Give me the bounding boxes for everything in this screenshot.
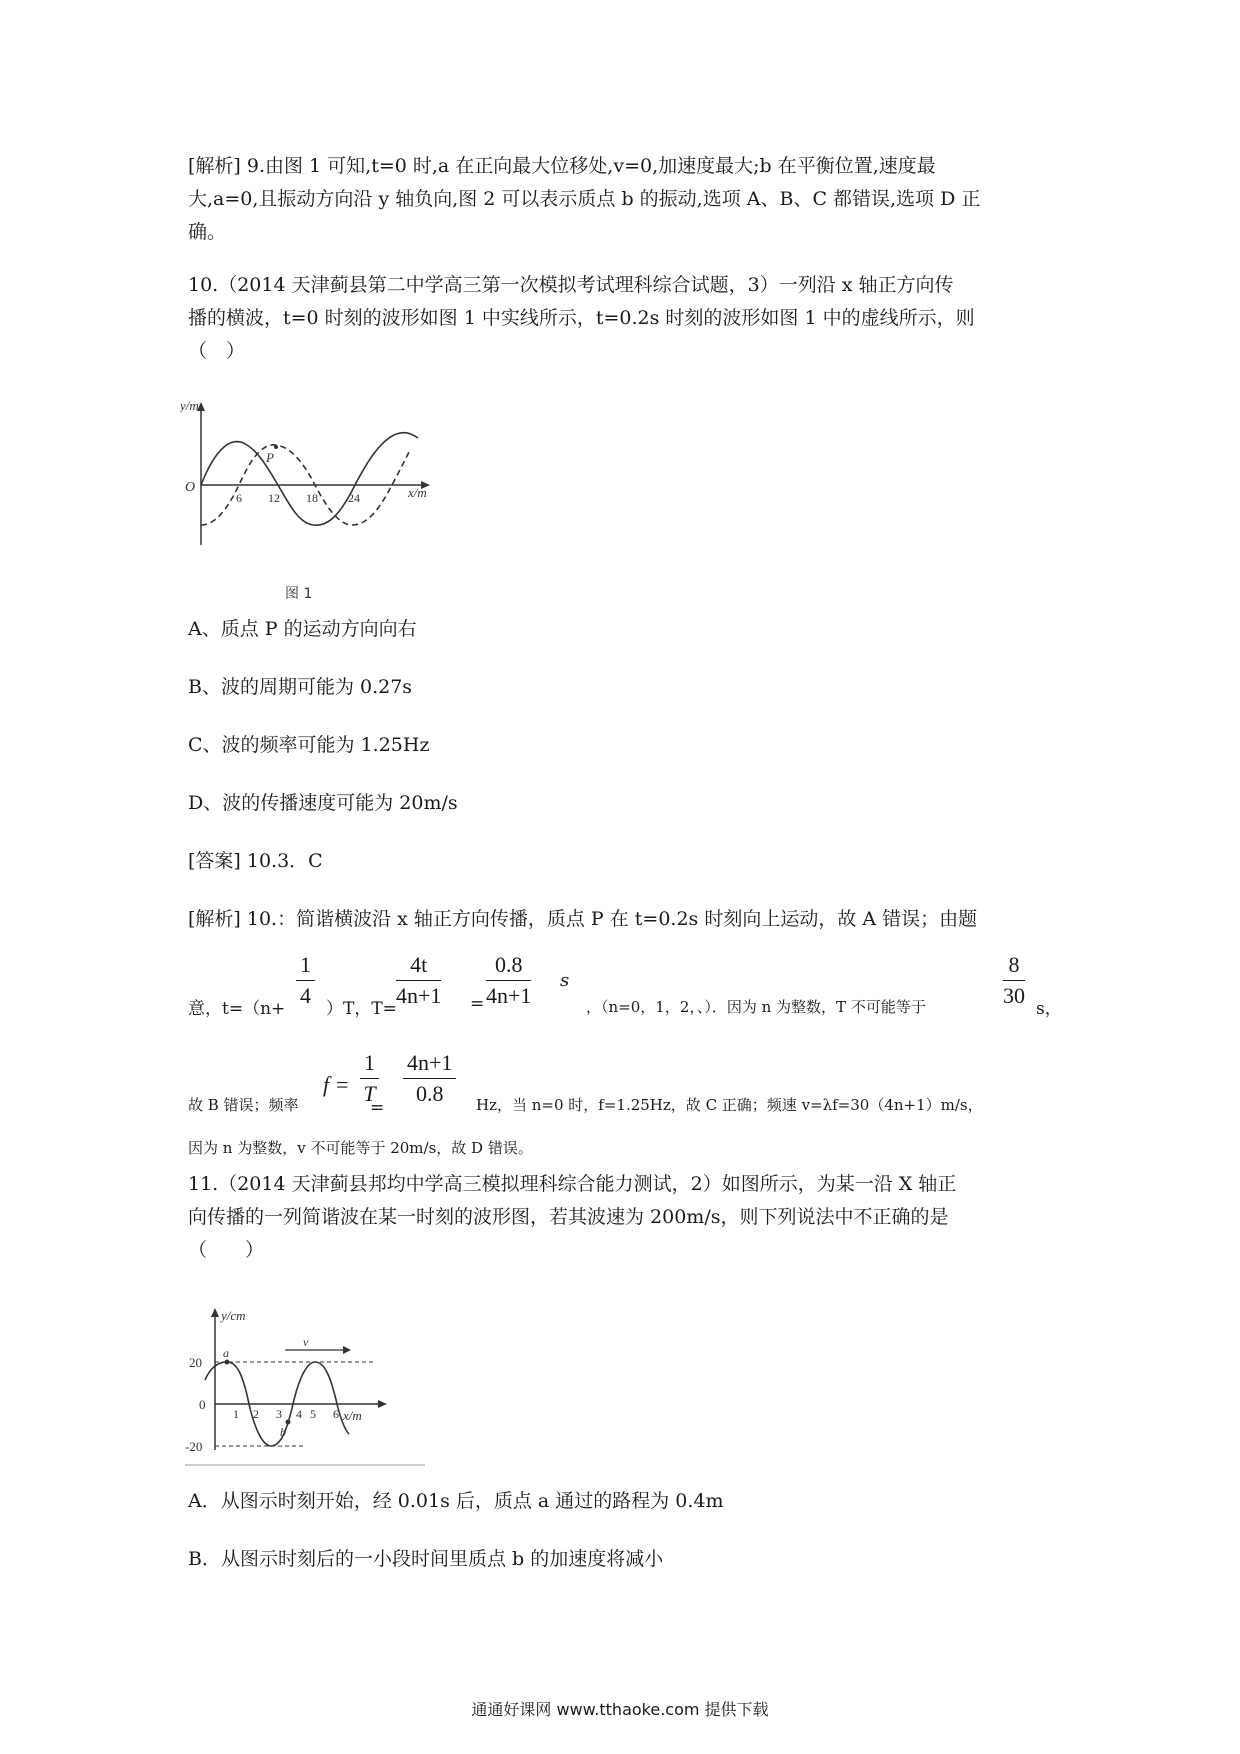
q11-option-a: A．从图示时刻开始，经 0.01s 后，质点 a 通过的路程为 0.4m <box>188 1490 724 1512</box>
eq2-frac-1-T: $\frac{1}{T}$ <box>360 1048 379 1109</box>
q11-tick-3: 3 <box>276 1407 282 1421</box>
tick-24: 24 <box>348 491 360 505</box>
q10-equation-line1 <box>188 950 1068 1030</box>
eq2-f: f = <box>323 1072 350 1097</box>
origin-label: O <box>185 480 196 495</box>
eq2-prefix: 故 B 错误；频率 <box>188 1096 299 1114</box>
x-axis-label: x/m <box>408 485 427 500</box>
q10-analysis-last: 因为 n 为整数，v 不可能等于 20m/s，故 D 错误。 <box>188 1139 533 1157</box>
q10-stem-line3: （ ） <box>188 340 246 362</box>
q11-tick-4: 4 <box>296 1407 302 1421</box>
eq1-frac-1-4: $\frac{1}{4}$ <box>296 950 315 1011</box>
page-footer: 通通好课网 www.tthaoke.com 提供下载 <box>471 1700 769 1719</box>
q11-point-b <box>286 1420 291 1425</box>
point-p-label: P <box>266 450 274 465</box>
q11-y-top: 20 <box>189 1355 202 1370</box>
q10-answer: [答案] 10.3．C <box>188 850 323 872</box>
eq1-unit2: s， <box>1036 999 1062 1019</box>
eq2-equals: = <box>370 1098 385 1118</box>
eq2-suffix: Hz，当 n=0 时，f=1.25Hz，故 C 正确；频速 v=λf=30（4n+1）m/s， <box>476 1096 983 1114</box>
q10-stem-line2: 播的横波，t=0 时刻的波形如图 1 中实线所示，t=0.2s 时刻的波形如图 1 中的虚线所示，则 <box>188 307 975 329</box>
q10-wave-figure <box>180 390 480 610</box>
q11-stem-line3: （ ） <box>188 1239 265 1261</box>
q11-tick-1: 1 <box>233 1407 239 1421</box>
q11-y-bottom: -20 <box>185 1439 203 1454</box>
eq1-frac-08: $\frac{0.8}{4n+1}$ <box>486 952 532 1008</box>
q11-tick-5: 5 <box>310 1407 316 1421</box>
tick-12: 12 <box>268 491 280 505</box>
y-axis-label: y/m <box>180 398 199 413</box>
q11-point-a-label: a <box>223 1346 229 1360</box>
q11-stem-line2: 向传播的一列简谐波在某一时刻的波形图，若其波速为 200m/s，则下列说法中不正确的是 <box>188 1206 949 1228</box>
tick-6: 6 <box>236 491 242 505</box>
tick-18: 18 <box>306 491 318 505</box>
q10-option-d: D、波的传播速度可能为 20m/s <box>188 792 458 814</box>
eq1-frac-8-30: $\frac{8}{30}$ <box>1003 952 1025 1008</box>
q10-stem-line1: 10.（2014 天津蓟县第二中学高三第一次模拟考试理科综合试题，3）一列沿 x 轴正方向传 <box>188 274 954 296</box>
q11-tick-6: 6 <box>333 1407 339 1421</box>
q11-point-b-label: b <box>280 1425 286 1439</box>
figure-caption: 图 1 <box>285 586 313 602</box>
eq1-unit: s <box>560 970 570 991</box>
q10-option-a: A、质点 P 的运动方向向右 <box>188 618 417 640</box>
q11-wave-figure <box>185 1300 435 1475</box>
q10-option-b: B、波的周期可能为 0.27s <box>188 676 413 698</box>
q11-y-label: y/cm <box>221 1308 246 1323</box>
q10-equation-line2 <box>188 1048 1068 1123</box>
q9-analysis-line1: [解析] 9.由图 1 可知,t=0 时,a 在正向最大位移处,v=0,加速度最大;b 在平衡位置,速度最 <box>188 155 936 177</box>
q11-velocity-label: v <box>303 1335 309 1349</box>
eq1-suffix: ，（n=0，1，2，、）．因为 n 为整数，T 不可能等于 <box>586 998 926 1016</box>
q9-analysis-line2: 大,a=0,且振动方向沿 y 轴负向,图 2 可以表示质点 b 的振动,选项 A、B、C 都错误,选项 D 正 <box>188 188 981 210</box>
eq1-equals: = <box>470 994 485 1014</box>
q9-analysis-line3: 确。 <box>188 221 227 243</box>
eq1-prefix: 意，t=（n+ <box>188 999 286 1019</box>
q11-x-label: x/m <box>343 1408 362 1423</box>
q11-y-zero: 0 <box>199 1397 206 1412</box>
q10-analysis-line1: [解析] 10.：简谐横波沿 x 轴正方向传播，质点 P 在 t=0.2s 时刻向上运动，故 A 错误；由题 <box>188 908 978 930</box>
q10-option-c: C、波的频率可能为 1.25Hz <box>188 734 430 756</box>
q11-option-b: B．从图示时刻后的一小段时间里质点 b 的加速度将减小 <box>188 1548 664 1570</box>
eq2-frac-4n1: $\frac{4n+1}{0.8}$ <box>403 1048 456 1109</box>
q11-point-a <box>225 1360 230 1365</box>
q11-stem-line1: 11.（2014 天津蓟县邦均中学高三模拟理科综合能力测试，2）如图所示，为某一沿 X 轴正 <box>188 1173 957 1195</box>
point-p <box>274 445 278 449</box>
eq1-frac-4t: $\frac{4t}{4n+1}$ <box>396 952 442 1008</box>
q11-tick-2: 2 <box>253 1407 259 1421</box>
solid-wave <box>201 433 418 526</box>
eq1-mid: ）T，T= <box>326 999 397 1019</box>
